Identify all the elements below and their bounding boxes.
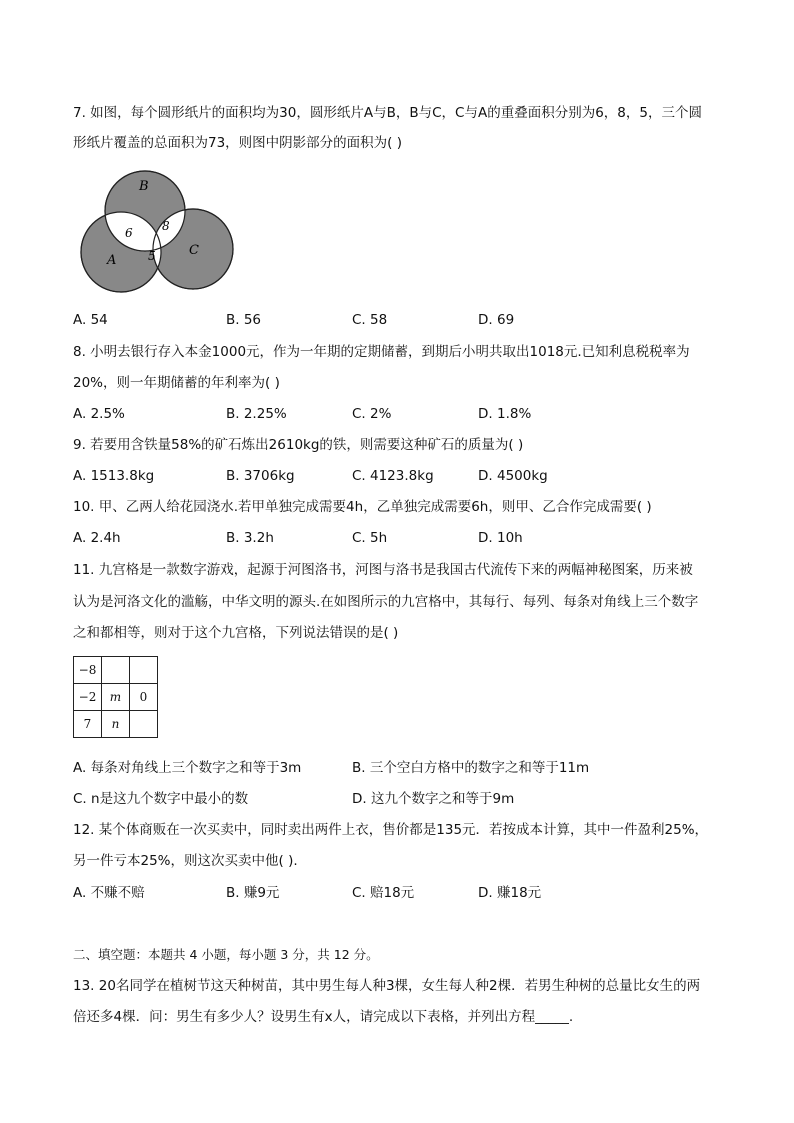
grid-cell <box>102 657 130 684</box>
circle-label-c: C <box>189 243 199 258</box>
q12-line-2: 另一件亏本25%，则这次买卖中他( ). <box>73 853 298 869</box>
nine-grid-table <box>73 656 158 738</box>
q10-line-1: 10. 甲、乙两人给花园浇水.若甲单独完成需要4h，乙单独完成需要6h，则甲、乙合作完成需要( ) <box>73 499 652 515</box>
q7-option-d[interactable]: D. 69 <box>478 312 515 328</box>
overlap-ab-value: 6 <box>125 226 133 240</box>
overlap-bc-value: 8 <box>162 219 170 233</box>
section-fill-in-title: 二、填空题：本题共 4 小题，每小题 3 分，共 12 分。 <box>73 947 379 962</box>
q7-line-1: 7. 如图，每个圆形纸片的面积均为30，圆形纸片A与B，B与C，C与A的重叠面积分别为6，8，5，三个圆 <box>73 105 702 121</box>
grid-cell <box>130 657 158 684</box>
q9-option-c[interactable]: C. 4123.8kg <box>352 468 434 484</box>
grid-row <box>74 711 158 738</box>
q7-line-2: 形纸片覆盖的总面积为73，则图中阴影部分的面积为( ) <box>73 135 403 151</box>
q11-option-d[interactable]: D. 这九个数字之和等于9m <box>352 791 515 807</box>
q8-option-a[interactable]: A. 2.5% <box>73 406 125 422</box>
q8-line-2: 20%，则一年期储蓄的年利率为( ) <box>73 375 280 391</box>
q7-option-a[interactable]: A. 54 <box>73 312 108 328</box>
q9-option-d[interactable]: D. 4500kg <box>478 468 548 484</box>
q12-line-1: 12. 某个体商贩在一次买卖中，同时卖出两件上衣，售价都是135元．若按成本计算，其中一件盈利25%， <box>73 822 709 838</box>
overlap-ca-value: 5 <box>148 249 156 263</box>
q10-option-d[interactable]: D. 10h <box>478 530 523 546</box>
q12-option-b[interactable]: B. 赚9元 <box>226 885 280 901</box>
q9-option-a[interactable]: A. 1513.8kg <box>73 468 155 484</box>
q10-option-b[interactable]: B. 3.2h <box>226 530 274 546</box>
q12-option-c[interactable]: C. 赔18元 <box>352 885 415 901</box>
q9-option-b[interactable]: B. 3706kg <box>226 468 295 484</box>
grid-row <box>74 657 158 684</box>
q7-option-b[interactable]: B. 56 <box>226 312 262 328</box>
q8-line-1: 8. 小明去银行存入本金1000元，作为一年期的定期储蓄，到期后小明共取出1018元.已知利息税税率为 <box>73 344 690 360</box>
q12-option-a[interactable]: A. 不赚不赔 <box>73 885 145 901</box>
q11-option-a[interactable]: A. 每条对角线上三个数字之和等于3m <box>73 760 302 776</box>
grid-cell: n <box>102 711 130 738</box>
q13-line-1: 13. 20名同学在植树节这天种树苗，其中男生每人种3棵，女生每人种2棵．若男生种树的总量比女生的两 <box>73 978 701 994</box>
q10-option-c[interactable]: C. 5h <box>352 530 388 546</box>
q7-option-c[interactable]: C. 58 <box>352 312 388 328</box>
q11-line-1: 11. 九宫格是一款数字游戏，起源于河图洛书，河图与洛书是我国古代流传下来的两幅神秘图案，历来被 <box>73 562 693 578</box>
q9-line-1: 9. 若要用含铁量58%的矿石炼出2610kg的铁，则需要这种矿石的质量为( ) <box>73 437 524 453</box>
grid-cell <box>130 711 158 738</box>
circle-label-b: B <box>139 179 149 194</box>
circle-label-a: A <box>107 253 117 268</box>
venn-diagram <box>75 166 235 296</box>
q10-option-a[interactable]: A. 2.4h <box>73 530 121 546</box>
q8-option-c[interactable]: C. 2% <box>352 406 392 422</box>
q11-line-2: 认为是河洛文化的滥觞，中华文明的源头.在如图所示的九宫格中，其每行、每列、每条对角线上三个数字 <box>73 594 699 610</box>
grid-cell: −8 <box>74 657 102 684</box>
q11-option-c[interactable]: C. n是这九个数字中最小的数 <box>73 791 249 807</box>
q13-line-2: 倍还多4棵．问：男生有多少人？设男生有x人，请完成以下表格，并列出方程_____. <box>73 1009 574 1025</box>
grid-cell: −2 <box>74 684 102 711</box>
grid-cell: 0 <box>130 684 158 711</box>
q8-option-d[interactable]: D. 1.8% <box>478 406 532 422</box>
q11-option-b[interactable]: B. 三个空白方格中的数字之和等于11m <box>352 760 590 776</box>
grid-row <box>74 684 158 711</box>
q12-option-d[interactable]: D. 赚18元 <box>478 885 542 901</box>
grid-cell: 7 <box>74 711 102 738</box>
grid-cell: m <box>102 684 130 711</box>
q11-line-3: 之和都相等，则对于这个九宫格，下列说法错误的是( ) <box>73 625 399 641</box>
q8-option-b[interactable]: B. 2.25% <box>226 406 287 422</box>
